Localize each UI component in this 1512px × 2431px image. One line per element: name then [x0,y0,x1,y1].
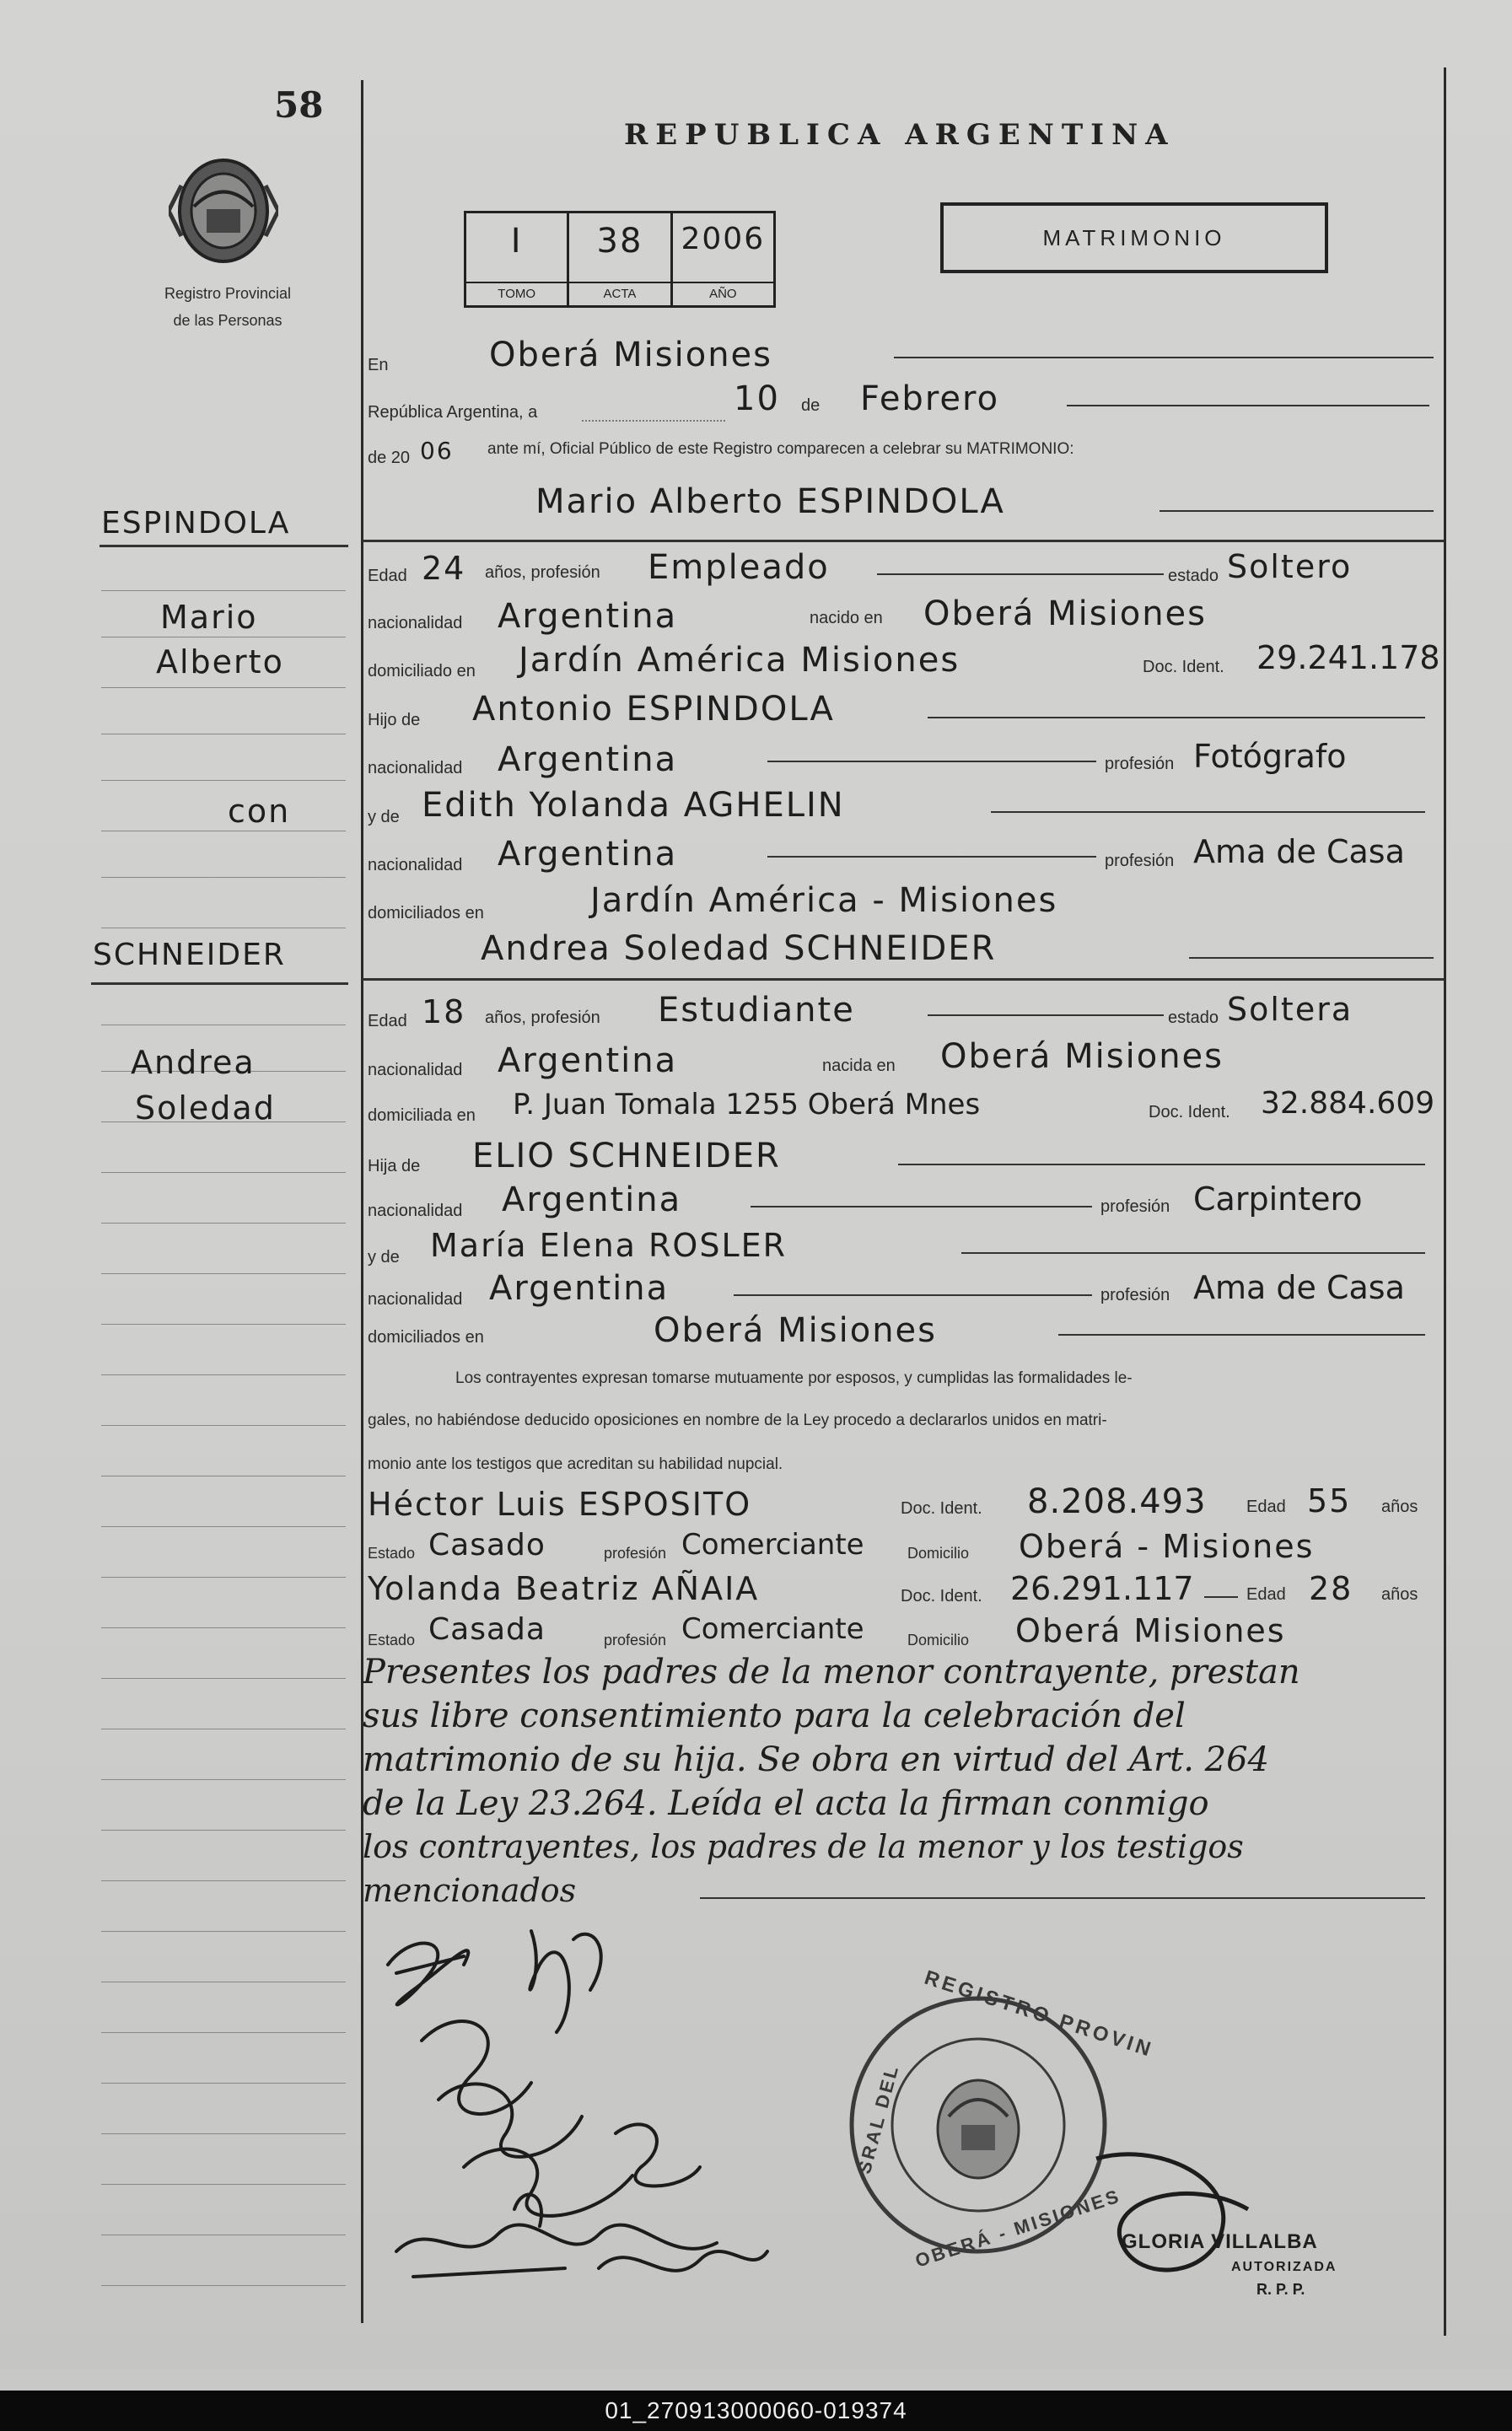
bride-father-nationality: Argentina [502,1181,682,1219]
label-w2-profesion: profesión [604,1632,667,1648]
groom-father: Antonio ESPINDOLA [472,690,835,729]
witness2-address: Oberá Misiones [1015,1612,1286,1649]
label-de: de [801,396,821,415]
officer-name: GLORIA VILLALBA [1122,2230,1318,2253]
groom-address: Jardín América Misiones [519,641,960,680]
note-line-1: Presentes los padres de la menor contrayente, prestan [363,1653,1300,1691]
tomo-value: I [510,222,523,261]
witness1-doc: 8.208.493 [1027,1482,1207,1521]
witness1-age: 55 [1307,1482,1352,1519]
groom-doc: 29.241.178 [1256,639,1440,676]
seal-left-text: SRAL DEL [853,2062,903,2176]
groom-birthplace: Oberá Misiones [923,594,1208,633]
label-domiciliados-en-2: domiciliados en [368,1328,484,1347]
label-nacionalidad-6: nacionalidad [368,1290,463,1309]
bride-father: ELIO SCHNEIDER [472,1137,781,1175]
groom-mother-profession: Ama de Casa [1193,833,1405,870]
label-hijo-de: Hijo de [368,711,421,729]
place: Oberá Misiones [489,336,773,374]
groom-age: 24 [422,550,466,587]
day: 10 [734,379,780,418]
closing-line-3: monio ante los testigos que acreditan su habilidad nupcial. [368,1455,783,1473]
margin-bride-given2: Soledad [135,1089,276,1127]
label-w2-domicilio: Domicilio [907,1632,970,1648]
note-line-6: mencionados [363,1872,577,1909]
tomo-label: TOMO [466,282,567,305]
bride-mother: María Elena ROSLER [430,1227,788,1264]
label-w2-estado: Estado [368,1632,416,1648]
label-domiciliado-en: domiciliado en [368,662,476,680]
record-boxes [464,211,776,308]
officer-title: AUTORIZADA [1231,2260,1337,2274]
note-line-3: matrimonio de su hija. Se obra en virtud del Art. 264 [363,1740,1269,1779]
margin-con: con [228,793,291,830]
label-edad: Edad [368,567,407,585]
country-title: REPUBLICA ARGENTINA [624,118,1176,152]
label-anos-profesion-2: años, profesión [485,1008,600,1027]
witness2-status: Casada [428,1612,546,1647]
label-nacionalidad-4: nacionalidad [368,1061,463,1079]
label-profesion: profesión [1105,755,1175,773]
bride-parents-address: Oberá Misiones [654,1311,938,1350]
seal-top-text: REGISTRO PROVIN [921,1966,1157,2063]
groom-mother-nationality: Argentina [498,835,678,874]
label-de20: de 20 [368,449,411,467]
bride-age: 18 [422,993,466,1030]
matrimonio-box [940,202,1328,273]
bride-birthplace: Oberá Misiones [940,1037,1224,1076]
acta-value: 38 [596,222,643,261]
label-w1-domicilio: Domicilio [907,1545,970,1562]
label-estado: estado [1168,567,1219,585]
bride-profession: Estudiante [658,991,855,1030]
groom-mother: Edith Yolanda AGHELIN [422,786,845,825]
tomo-cell [466,213,569,305]
label-edad-2: Edad [368,1012,407,1030]
witness2-doc: 26.291.117 [1010,1570,1194,1607]
label-w2-edad: Edad [1246,1585,1286,1604]
groom-parents-address: Jardín América - Misiones [590,881,1058,920]
bride-father-profession: Carpintero [1193,1181,1363,1218]
ano-value: 2006 [681,222,766,256]
ano-cell [673,213,773,305]
note-line-2: sus libre consentimiento para la celebración del [363,1697,1186,1735]
label-nacionalidad-5: nacionalidad [368,1202,463,1220]
label-w2-doc: Doc. Ident. [901,1587,982,1605]
margin-bride-surname: SCHNEIDER [93,938,286,972]
label-w1-doc: Doc. Ident. [901,1499,982,1518]
groom-father-profession: Fotógrafo [1193,738,1347,775]
bride-status: Soltera [1227,991,1353,1028]
label-profesion-4: profesión [1100,1286,1170,1304]
margin-groom-given1: Mario [160,599,258,636]
seal-bottom-text: OBERÁ - MISIONES [912,2185,1124,2272]
registry-line2: de las Personas [173,312,282,329]
month: Febrero [860,379,1000,418]
label-w1-edad: Edad [1246,1498,1286,1516]
closing-line-1: Los contrayentes expresan tomarse mutuamente por esposos, y cumplidas las formalidades le- [455,1369,1133,1387]
right-rule [1444,67,1446,2336]
label-anos-profesion: años, profesión [485,563,600,582]
bride-address: P. Juan Tomala 1255 Oberá Mnes [513,1088,981,1121]
label-w1-estado: Estado [368,1545,416,1562]
witness1-status: Casado [428,1528,546,1562]
registry-line1: Registro Provincial [164,285,292,302]
acta-cell [569,213,672,305]
label-hija-de: Hija de [368,1157,421,1175]
closing-line-2: gales, no habiéndose deducido oposiciones en nombre de la Ley procedo a declararlos unidos en matri- [368,1412,1107,1429]
groom-father-nationality: Argentina [498,740,678,779]
margin-groom-given2: Alberto [156,643,284,680]
witness2-name: Yolanda Beatriz AÑAIA [368,1570,760,1607]
bride-mother-profession: Ama de Casa [1193,1269,1405,1306]
label-y-de-2: y de [368,1248,400,1267]
bride-nationality: Argentina [498,1041,678,1080]
label-w1-profesion: profesión [604,1545,667,1562]
witness2-profession: Comerciante [681,1612,864,1646]
groom-nationality: Argentina [498,597,678,636]
label-estado-2: estado [1168,1008,1219,1027]
label-w1-anos: años [1381,1498,1418,1516]
witness1-address: Oberá - Misiones [1019,1528,1315,1565]
label-nacionalidad: nacionalidad [368,614,463,632]
label-en: En [368,356,389,374]
label-y-de: y de [368,808,400,826]
margin-groom-surname: ESPINDOLA [101,506,291,541]
label-nacido-en: nacido en [810,609,883,627]
bride-full-name: Andrea Soledad SCHNEIDER [481,929,997,968]
witness2-age: 28 [1309,1570,1353,1607]
registry-emblem-icon [169,143,278,270]
label-nacionalidad-2: nacionalidad [368,759,463,777]
signatures [363,1914,784,2319]
record-type: MATRIMONIO [1042,224,1226,250]
label-domiciliada-en: domiciliada en [368,1106,476,1125]
label-republica: República Argentina, a [368,403,538,422]
label-nacionalidad-3: nacionalidad [368,856,463,874]
acta-label: ACTA [569,282,670,305]
label-doc-ident-2: Doc. Ident. [1149,1103,1230,1121]
note-line-4: de la Ley 23.264. Leída el acta la firman conmigo [363,1784,1209,1823]
officer-sub: R. P. P. [1256,2281,1305,2298]
intro-text: ante mí, Oficial Público de este Registro comparecen a celebrar su MATRIMONIO: [487,440,1074,458]
groom-full-name: Mario Alberto ESPINDOLA [535,482,1005,521]
groom-status: Soltero [1227,548,1353,585]
file-id: 01_270913000060-019374 [605,2397,907,2423]
margin-bride-given1: Andrea [131,1044,256,1081]
year-suffix: 06 [420,437,454,465]
witness1-name: Héctor Luis ESPOSITO [368,1486,752,1523]
witness1-profession: Comerciante [681,1528,864,1562]
bride-mother-nationality: Argentina [489,1269,670,1308]
label-domiciliados-en: domiciliados en [368,904,484,922]
ano-label: AÑO [673,282,773,305]
bride-doc: 32.884.609 [1261,1086,1435,1121]
label-profesion-2: profesión [1105,852,1175,870]
groom-profession: Empleado [648,548,830,587]
label-doc-ident: Doc. Ident. [1143,658,1224,676]
page-number: 58 [274,84,324,126]
label-profesion-3: profesión [1100,1197,1170,1216]
label-nacida-en: nacida en [822,1057,896,1075]
label-w2-anos: años [1381,1585,1418,1604]
note-line-5: los contrayentes, los padres de la menor y los testigos [363,1828,1244,1865]
